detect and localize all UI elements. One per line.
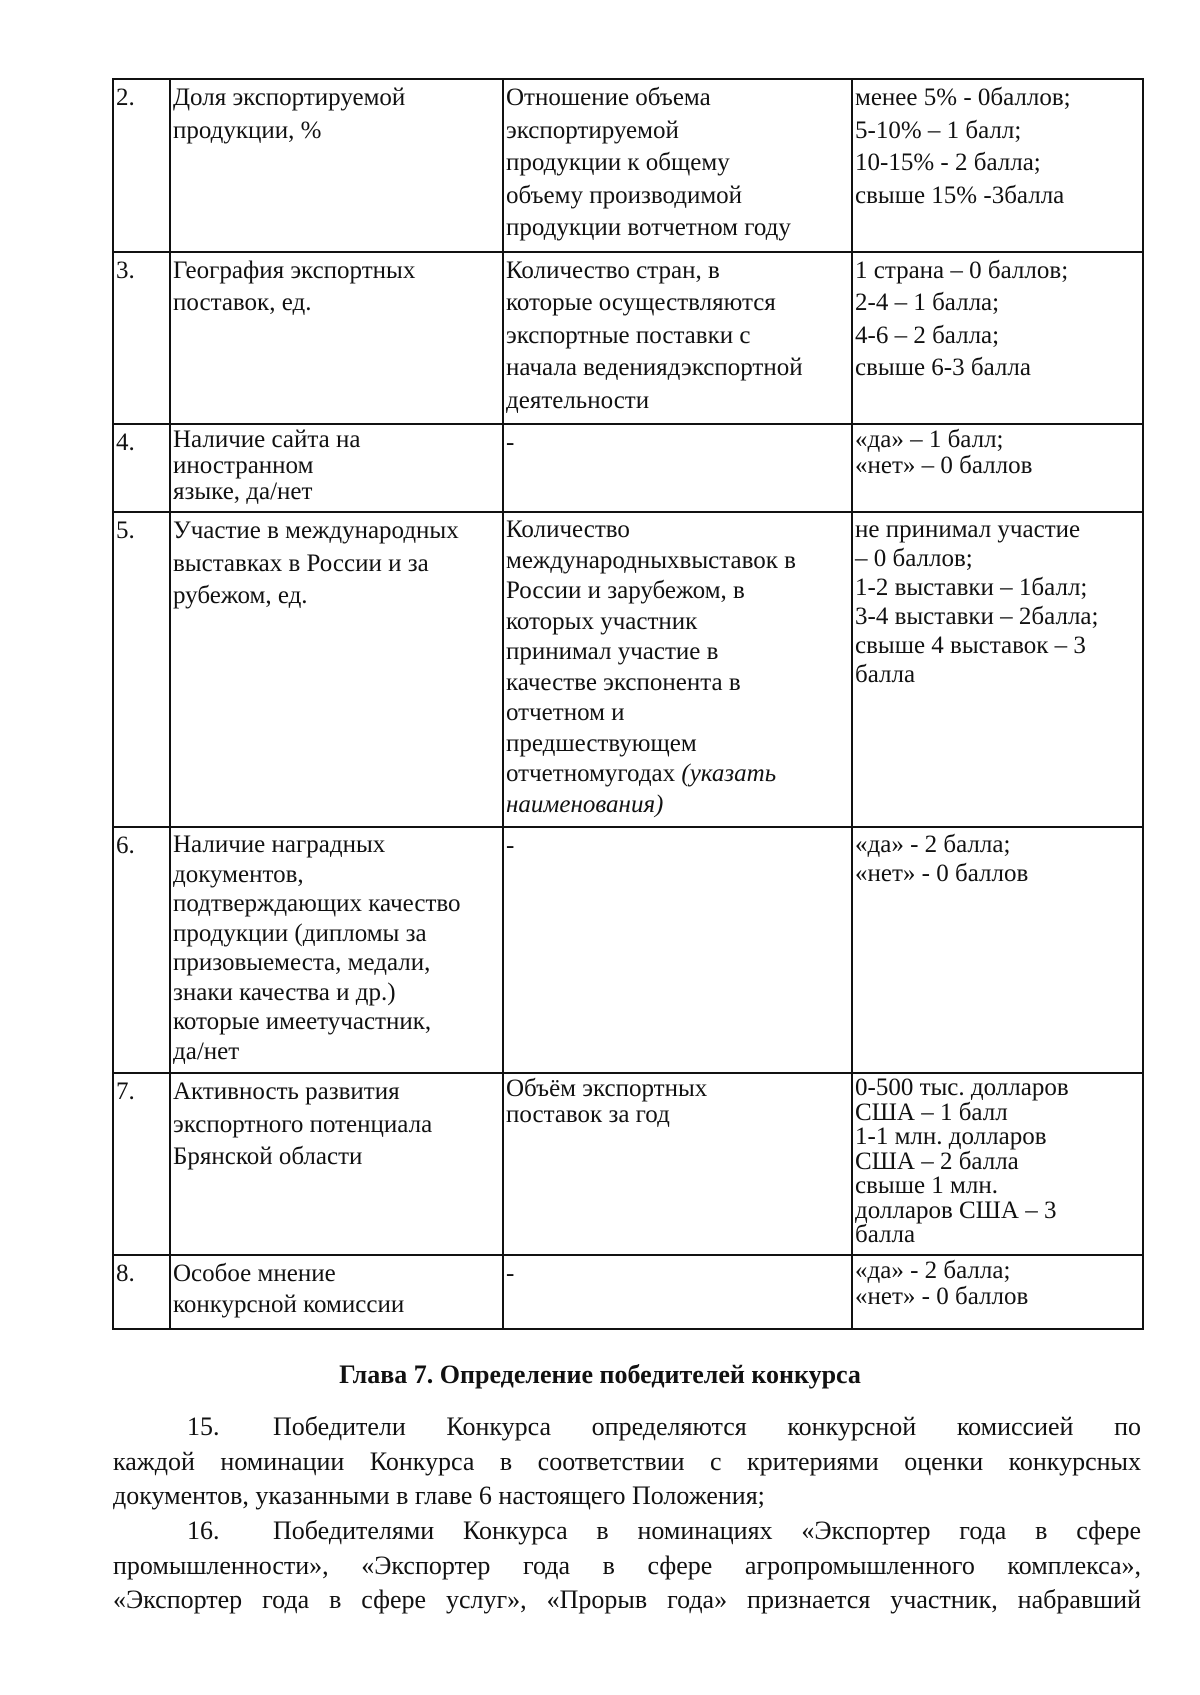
- criterion-name: Участие в международных выставках в России и за рубежом, ед.: [170, 512, 503, 827]
- criterion-score: 1 страна – 0 баллов; 2-4 – 1 балла; 4-6 – 2 балла; свыше 6-3 балла: [852, 252, 1143, 425]
- table-row: [113, 1073, 1143, 1255]
- table-row: [113, 827, 1143, 1073]
- criterion-description: Количество стран, в которые осуществляются экспортные поставки с начала ведениядэкспортной деятельности: [503, 252, 852, 425]
- paragraph-15: [113, 1410, 1141, 1514]
- paragraph-number: 16.: [187, 1516, 220, 1545]
- criterion-score: менее 5% - 0баллов; 5-10% – 1 балл; 10-15% - 2 балла; свыше 15% -3балла: [852, 79, 1143, 252]
- criterion-description: -: [503, 424, 852, 512]
- table-row: [113, 79, 1143, 252]
- italic-note: (указать: [681, 760, 777, 787]
- criterion-score: «да» - 2 балла; «нет» - 0 баллов: [852, 1255, 1143, 1329]
- table-row: [113, 424, 1143, 512]
- table-row: [113, 512, 1143, 827]
- paragraph-line: промышленности», «Экспортер года в сфере агропромышленного комплекса»,: [113, 1550, 1141, 1580]
- criterion-description: -: [503, 827, 852, 1073]
- table-row: [113, 252, 1143, 425]
- row-number: 4.: [113, 424, 170, 512]
- criterion-description: Отношение объема экспортируемой продукции к общему объему производимой продукции вотчетном году: [503, 79, 852, 252]
- table-row: [113, 1255, 1143, 1329]
- paragraph-line: «Экспортер года в сфере услуг», «Прорыв года» признается участник, набравший: [113, 1585, 1141, 1614]
- criterion-name: Особое мнение конкурсной комиссии: [170, 1255, 503, 1329]
- paragraph-text: Победителями Конкурса в номинациях «Экспортер года в сфере: [273, 1516, 1141, 1545]
- description-text: отчетномугодах: [506, 760, 682, 787]
- criterion-description: Объём экспортных поставок за год: [503, 1073, 852, 1255]
- italic-note: наименования): [506, 790, 664, 818]
- row-number: 5.: [113, 512, 170, 827]
- chapter-title: Глава 7. Определение победителей конкурса: [339, 1360, 861, 1389]
- row-number: 2.: [113, 79, 170, 252]
- criterion-score: «да» – 1 балл; «нет» – 0 баллов: [852, 424, 1143, 512]
- criterion-description: Количество международныхвыставок в России и зарубежом, в которых участник принимал участие в качестве экспонента в отчетном и предшествующем отчетномугодах (указать наименования): [503, 512, 852, 827]
- criteria-table: [112, 78, 1144, 1330]
- criterion-score: 0-500 тыс. долларов США – 1 балл 1-1 млн. долларов США – 2 балла свыше 1 млн. долларов США – 3 балла: [852, 1073, 1143, 1255]
- criterion-name: Наличие наградных документов, подтверждающих качество продукции (дипломы за призовыеместа, медали, знаки качества и др.) которые имеетучастник, да/нет: [170, 827, 503, 1073]
- paragraph-line: каждой номинации Конкурса в соответствии с критериями оценки конкурсных: [113, 1446, 1141, 1476]
- criterion-name: География экспортных поставок, ед.: [170, 252, 503, 425]
- criterion-name: Доля экспортируемой продукции, %: [170, 79, 503, 252]
- paragraph-number: 15.: [187, 1412, 220, 1441]
- paragraph-16: [113, 1514, 1141, 1618]
- criterion-score: не принимал участие – 0 баллов; 1-2 выставки – 1балл; 3-4 выставки – 2балла; свыше 4 выставок – 3 балла: [852, 512, 1143, 827]
- criterion-description: -: [503, 1255, 852, 1329]
- row-number: 3.: [113, 252, 170, 425]
- row-number: 6.: [113, 827, 170, 1073]
- criterion-name: Активность развития экспортного потенциала Брянской области: [170, 1073, 503, 1255]
- row-number: 7.: [113, 1073, 170, 1255]
- paragraph-text: Победители Конкурса определяются конкурсной комиссией по: [273, 1412, 1141, 1441]
- row-number: 8.: [113, 1255, 170, 1329]
- paragraph-line: документов, указанными в главе 6 настоящего Положения;: [113, 1481, 765, 1510]
- criterion-score: «да» - 2 балла; «нет» - 0 баллов: [852, 827, 1143, 1073]
- criterion-name: Наличие сайта на иностранном языке, да/нет: [170, 424, 503, 512]
